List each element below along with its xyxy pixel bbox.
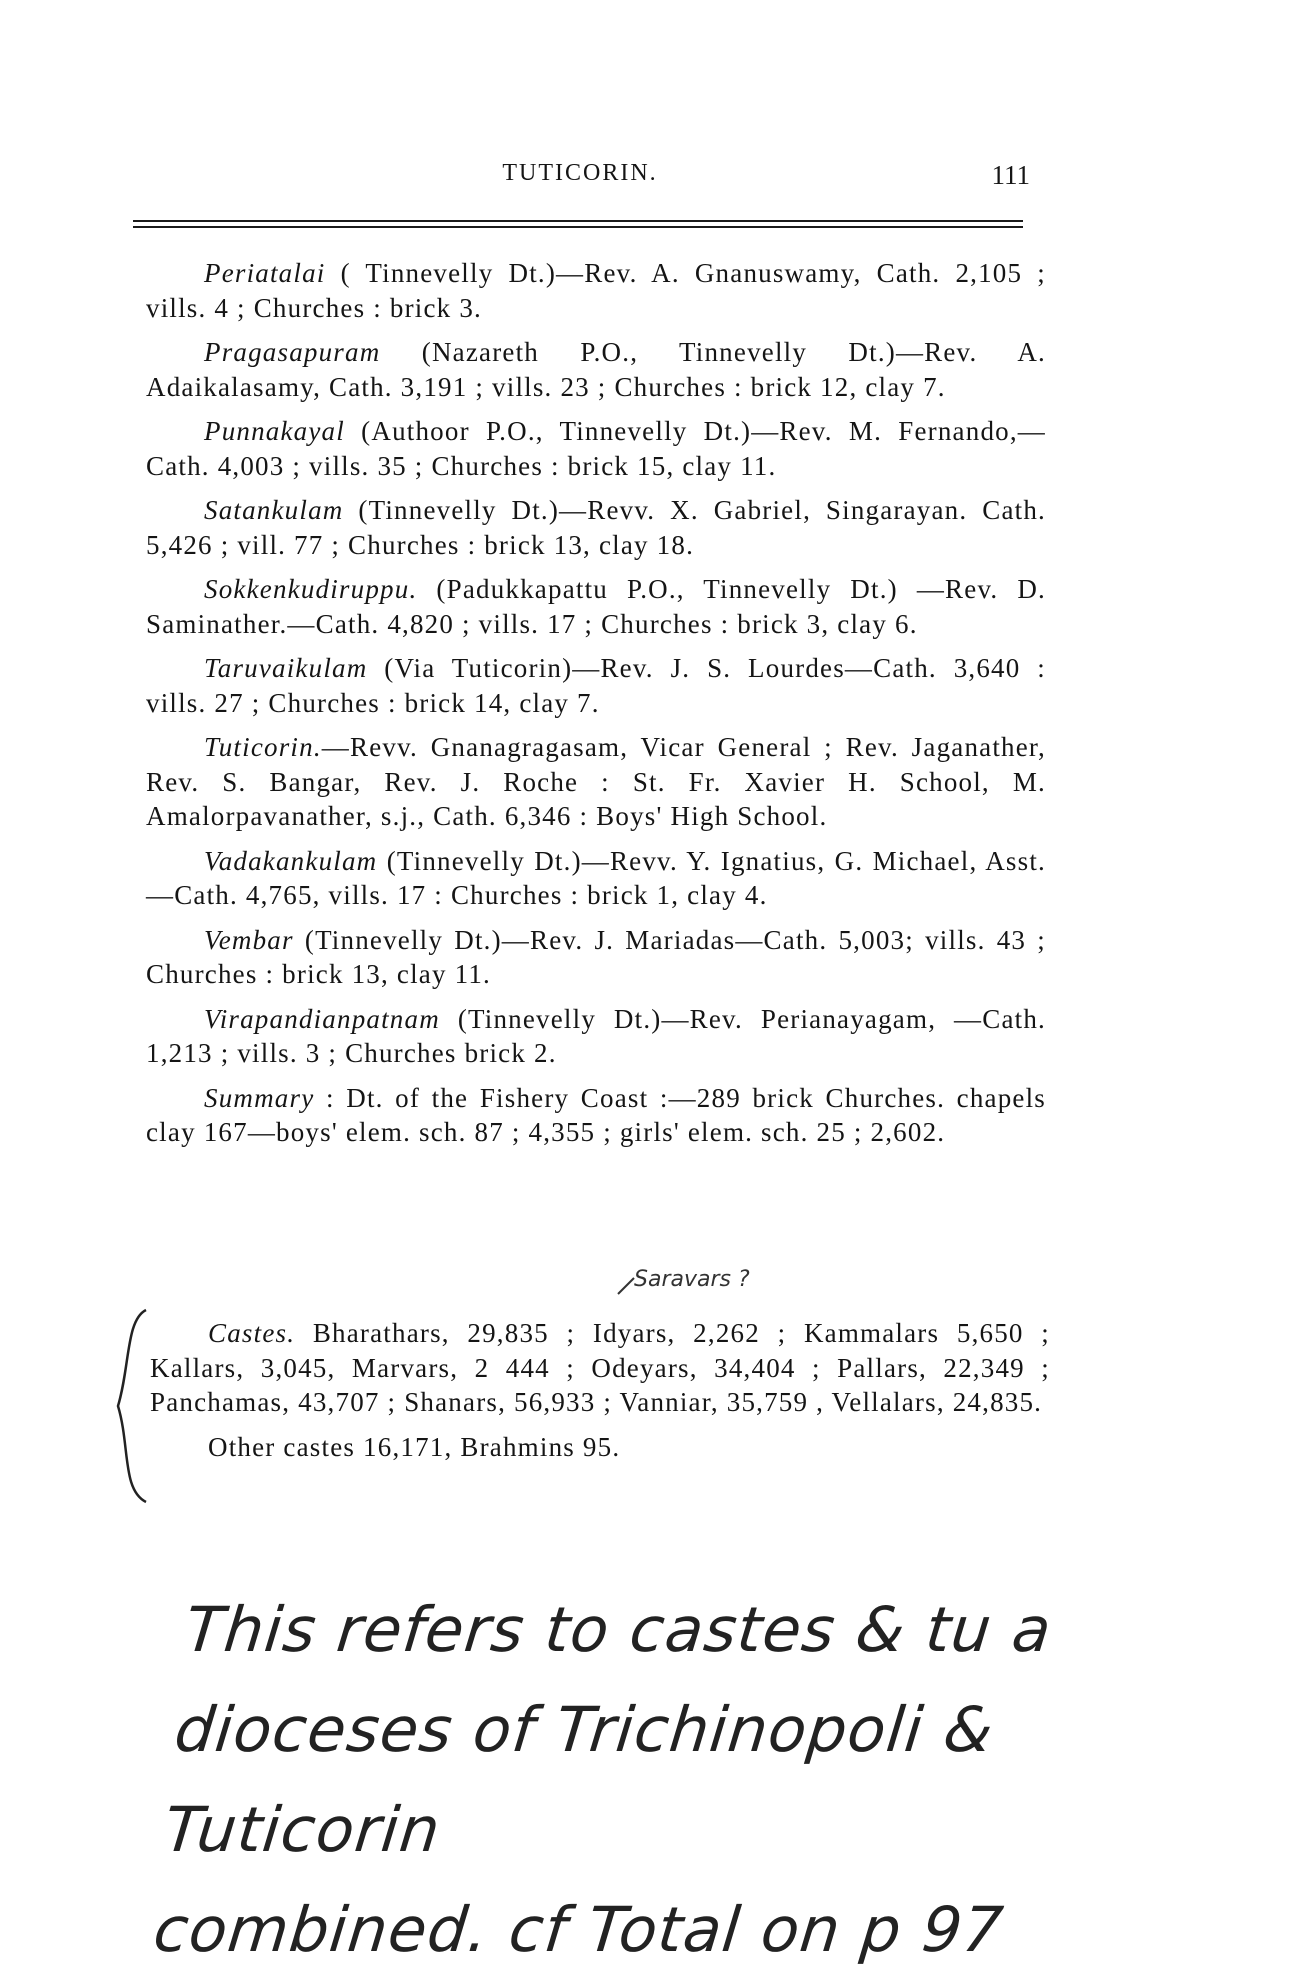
entry-text: (Authoor P.O., Tinnevelly Dt.)—Rev. M. Fernando,—Cath. 4,003 ; vills. 35 ; Churches : brick 15, clay 11. bbox=[146, 416, 1046, 481]
place-name: Satankulam bbox=[204, 495, 344, 525]
place-name: Tuticorin. bbox=[204, 732, 322, 762]
summary-entry bbox=[146, 1081, 1046, 1150]
parish-entry bbox=[146, 923, 1046, 992]
place-name: Punnakayal bbox=[204, 416, 345, 446]
parish-entry bbox=[146, 493, 1046, 562]
handwritten-note-line: dioceses of Trichinopoli & Tuticorin bbox=[160, 1693, 998, 1866]
parish-entry bbox=[146, 414, 1046, 483]
entry-text: (Via Tuticorin)—Rev. J. S. Lourdes—Cath. 3,640 : vills. 27 ; Churches : brick 14, clay 7. bbox=[146, 653, 1046, 718]
summary-label: Summary bbox=[204, 1082, 315, 1113]
place-name: Taruvaikulam bbox=[204, 653, 368, 683]
parish-entry bbox=[146, 844, 1046, 913]
header-rule-bottom bbox=[133, 226, 1023, 228]
place-name: Sokkenkudiruppu. bbox=[204, 574, 418, 604]
castes-label: Castes. bbox=[208, 1318, 296, 1348]
parish-entry bbox=[146, 730, 1046, 834]
inline-annotation-stroke bbox=[618, 1278, 634, 1294]
place-name: Vadakankulam bbox=[204, 845, 378, 876]
parish-entry bbox=[146, 335, 1046, 404]
place-name: Vembar bbox=[204, 924, 294, 955]
page-header bbox=[130, 160, 1030, 200]
castes-text: Bharathars, 29,835 ; Idyars, 2,262 ; Kammalars 5,650 ; Kallars, 3,045, Marvars, 2 444 ; Odeyars, 34,404 ; Pallars, 22,349 ; Panchamas, 43,707 ; Shanars, 56,933 ; Vanniar, 35,759 , Vellalars, 24,835. bbox=[150, 1318, 1050, 1417]
other-castes-line: Other castes 16,171, Brahmins 95. bbox=[208, 1431, 621, 1462]
entry-text: (Tinnevelly Dt.)—Rev. Perianayagam, —Cath. 1,213 ; vills. 3 ; Churches brick 2. bbox=[146, 1003, 1046, 1068]
running-title: TUTICORIN. bbox=[502, 160, 658, 186]
castes-section bbox=[150, 1316, 1050, 1474]
entry-text: (Tinnevelly Dt.)—Revv. X. Gabriel, Singarayan. Cath. 5,426 ; vill. 77 ; Churches : brick 13, clay 18. bbox=[146, 495, 1046, 560]
place-name: Periatalai bbox=[204, 258, 326, 288]
place-name: Virapandianpatnam bbox=[204, 1003, 440, 1034]
parish-entry bbox=[146, 572, 1046, 641]
parish-entry bbox=[146, 1002, 1046, 1071]
entry-text: —Revv. Gnanagragasam, Vicar General ; Rev. Jaganather, Rev. S. Bangar, Rev. J. Roche : St. Fr. Xavier H. School, M. Amalorpavanather, s.j., Cath. 6,346 : Boys' High School. bbox=[146, 732, 1046, 831]
summary-text: : Dt. of the Fishery Coast :—289 brick Churches. chapels clay 167—boys' elem. sch. 87 ; 4,355 ; girls' elem. sch. 25 ; 2,602. bbox=[146, 1082, 1046, 1147]
entry-text: (Tinnevelly Dt.)—Revv. Y. Ignatius, G. Michael, Asst.—Cath. 4,765, vills. 17 : Churches : brick 1, clay 4. bbox=[146, 845, 1046, 910]
handwritten-brace bbox=[112, 1306, 152, 1506]
brace-stroke bbox=[118, 1310, 146, 1502]
parish-entry bbox=[146, 651, 1046, 720]
entry-text: (Tinnevelly Dt.)—Rev. J. Mariadas—Cath. 5,003; vills. 43 ; Churches : brick 13, clay 11. bbox=[146, 924, 1046, 989]
entry-text: (Nazareth P.O., Tinnevelly Dt.)—Rev. A. Adaikalasamy, Cath. 3,191 ; vills. 23 ; Churches : brick 12, clay 7. bbox=[146, 337, 1046, 402]
handwritten-note bbox=[149, 1580, 1211, 1980]
header-rule-top bbox=[133, 220, 1023, 222]
place-name: Pragasapuram bbox=[204, 337, 381, 367]
parish-entries bbox=[146, 256, 1046, 1160]
entry-text: (Padukkapattu P.O., Tinnevelly Dt.) —Rev. D. Saminather.—Cath. 4,820 ; vills. 17 ; Churches : brick 3, clay 6. bbox=[146, 574, 1046, 639]
handwritten-note-line: This refers to castes & tu a bbox=[181, 1593, 1056, 1666]
handwritten-inline-annotation bbox=[612, 1260, 802, 1296]
parish-entry bbox=[146, 256, 1046, 325]
castes-paragraph bbox=[150, 1316, 1050, 1420]
handwritten-note-line: combined. cf Total on p 97 bbox=[150, 1893, 1008, 1966]
page-number: 111 bbox=[991, 160, 1030, 190]
entry-text: ( Tinnevelly Dt.)—Rev. A. Gnanuswamy, Cath. 2,105 ; vills. 4 ; Churches : brick 3. bbox=[146, 258, 1046, 323]
inline-annotation-text: Saravars ? bbox=[634, 1267, 750, 1292]
